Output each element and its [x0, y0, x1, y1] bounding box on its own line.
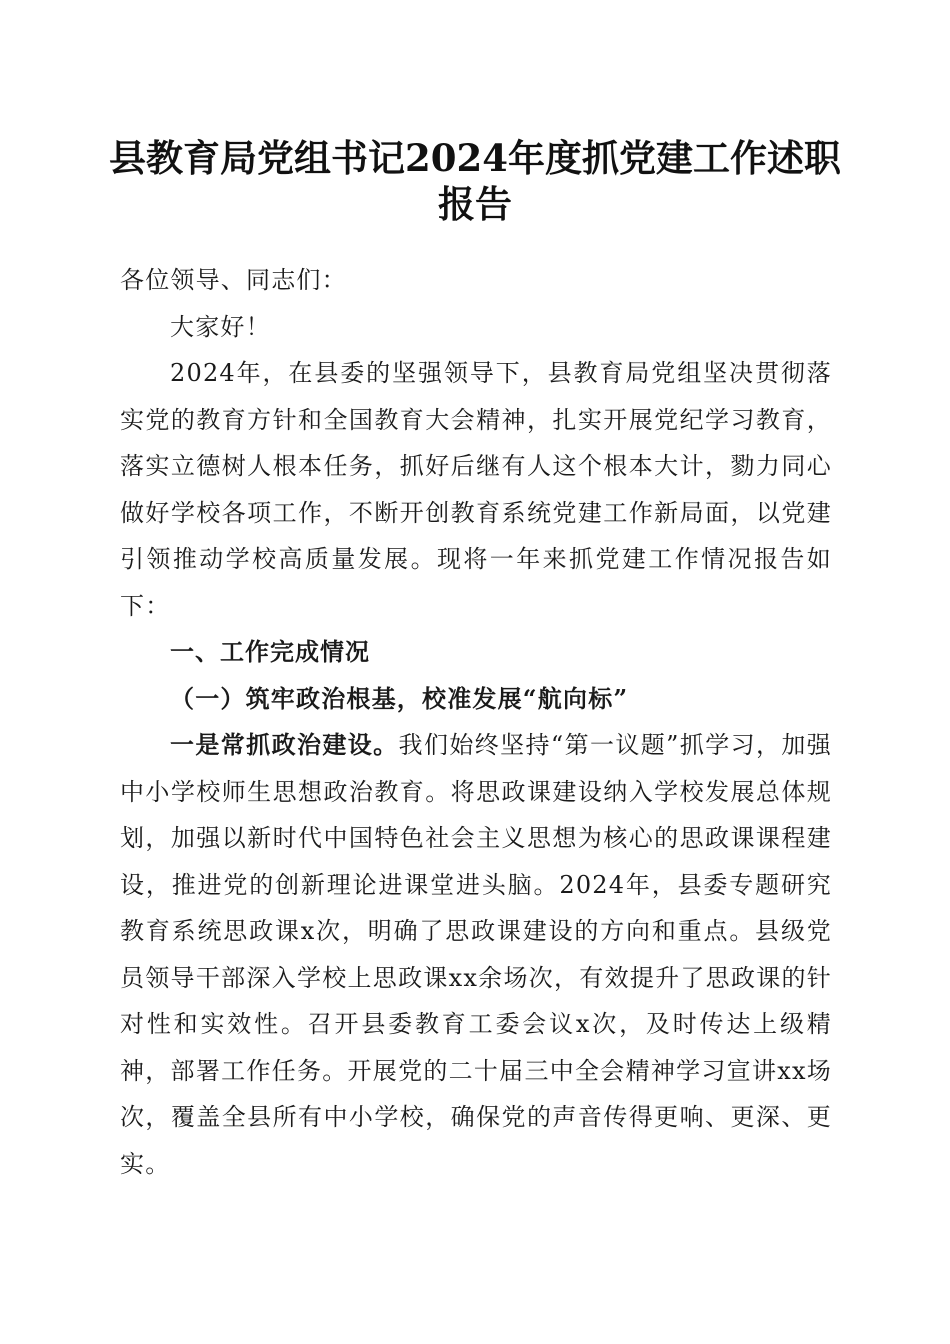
paragraph-text: 我们始终坚持“第一议题”抓学习，加强中小学校师生思想政治教育。将思政课建设纳入学校发展总体规划，加强以新时代中国特色社会主义思想为核心的思政课课程建设，推进党的创新理论进课堂进头脑。2024年，县委专题研究教育系统思政课x次，明确了思政课建设的方向和重点。县级党员领导干部深入学校上思政课xx余场次，有效提升了思政课的针对性和实效性。召开县委教育工委会议x次，及时传达上级精神，部署工作任务。开展党的二十届三中全会精神学习宣讲xx场次，覆盖全县所有中小学校，确保党的声音传得更响、更深、更实。	[120, 731, 832, 1178]
document-body	[120, 257, 832, 1187]
title-line-1: 县教育局党组书记2024年度抓党建工作述职	[109, 136, 841, 180]
section-heading: 一、工作完成情况	[170, 638, 370, 666]
paragraph-lead: 一是常抓政治建设。	[170, 730, 399, 759]
salutation: 各位领导、同志们：	[120, 266, 347, 294]
greeting: 大家好！	[170, 312, 271, 341]
subsection-heading: （一）筑牢政治根基，校准发展“航向标”	[170, 683, 629, 713]
title-line-2: 报告	[438, 182, 512, 226]
body-paragraph	[120, 722, 832, 1187]
intro-paragraph: 2024年，在县委的坚强领导下，县教育局党组坚决贯彻落实党的教育方针和全国教育大会精神，扎实开展党纪学习教育，落实立德树人根本任务，抓好后继有人这个根本大计，勠力同心做好学校各项工作，不断开创教育系统党建工作新局面，以党建引领推动学校高质量发展。现将一年来抓党建工作情况报告如下：	[120, 359, 832, 620]
document-title	[100, 135, 850, 227]
